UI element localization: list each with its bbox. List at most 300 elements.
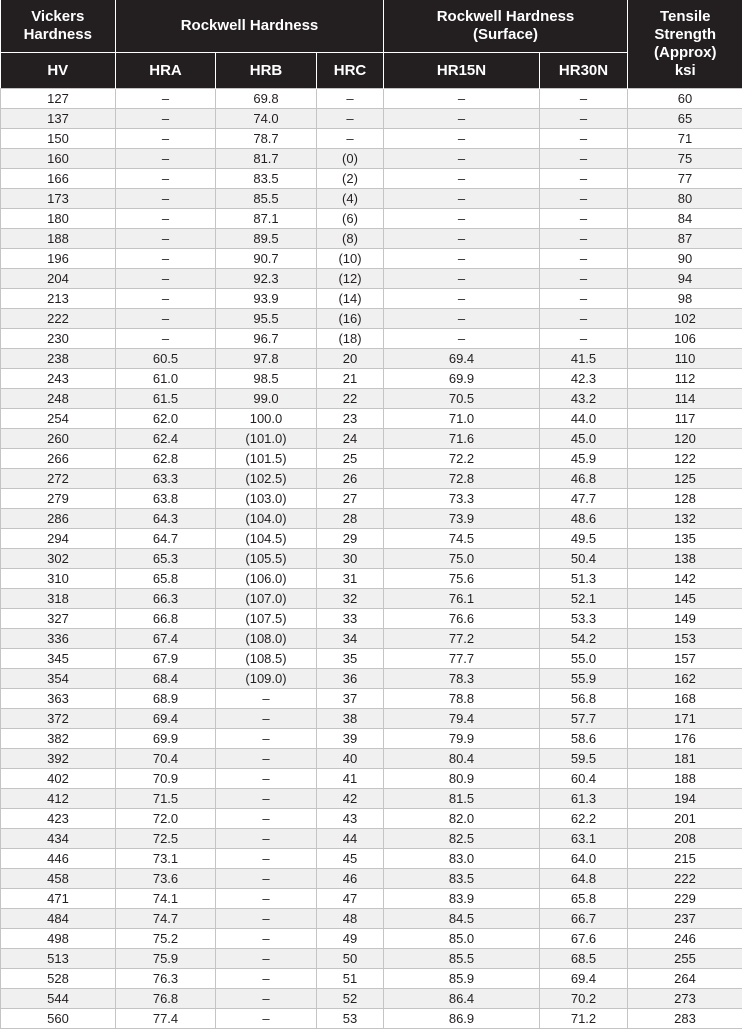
hrb-cell: 92.3 <box>216 269 317 289</box>
hr15n-cell: 71.0 <box>384 409 540 429</box>
hrb-cell: – <box>216 689 317 709</box>
hrc-cell: 27 <box>317 489 384 509</box>
hv-cell: 150 <box>1 129 116 149</box>
hr30n-cell: 62.2 <box>540 809 628 829</box>
tensile-cell: 215 <box>628 849 742 869</box>
hrb-cell: 83.5 <box>216 169 317 189</box>
hr30n-cell: 47.7 <box>540 489 628 509</box>
hrb-cell: 98.5 <box>216 369 317 389</box>
hra-cell: 67.4 <box>116 629 216 649</box>
hrb-cell: (103.0) <box>216 489 317 509</box>
hr15n-cell: 77.2 <box>384 629 540 649</box>
table-row <box>1 529 742 549</box>
hv-cell: 484 <box>1 909 116 929</box>
hv-cell: 302 <box>1 549 116 569</box>
hv-cell: 166 <box>1 169 116 189</box>
hr30n-cell: 71.2 <box>540 1009 628 1029</box>
tensile-cell: 162 <box>628 669 742 689</box>
hr15n-cell: 75.0 <box>384 549 540 569</box>
hra-cell: – <box>116 209 216 229</box>
tensile-header-line: Strength <box>654 26 717 43</box>
table-row <box>1 589 742 609</box>
hrc-cell: (16) <box>317 309 384 329</box>
table-row <box>1 429 742 449</box>
hr15n-cell: 85.0 <box>384 929 540 949</box>
hr30n-cell: 54.2 <box>540 629 628 649</box>
hr15n-cell: 84.5 <box>384 909 540 929</box>
hrb-cell: 81.7 <box>216 149 317 169</box>
hr30n-cell: 63.1 <box>540 829 628 849</box>
table-row <box>1 749 742 769</box>
hr30n-cell: 48.6 <box>540 509 628 529</box>
vickers-hardness-header <box>1 0 116 53</box>
hrb-cell: – <box>216 989 317 1009</box>
tensile-cell: 94 <box>628 269 742 289</box>
surface-header-line: (Surface) <box>472 26 539 43</box>
hrb-cell: – <box>216 889 317 909</box>
hr15n-cell: 72.2 <box>384 449 540 469</box>
hrb-cell: (108.0) <box>216 629 317 649</box>
table-row <box>1 809 742 829</box>
hv-cell: 327 <box>1 609 116 629</box>
hr30n-cell: – <box>540 309 628 329</box>
hr30n-cell: 67.6 <box>540 929 628 949</box>
hv-cell: 196 <box>1 249 116 269</box>
surface-header-line: Rockwell Hardness <box>436 8 575 25</box>
hr15n-cell: – <box>384 249 540 269</box>
tensile-cell: 237 <box>628 909 742 929</box>
hr30n-cell: 70.2 <box>540 989 628 1009</box>
table-body <box>1 89 742 1029</box>
hra-cell: 61.0 <box>116 369 216 389</box>
hr30n-cell: – <box>540 209 628 229</box>
rockwell-hardness-header: Rockwell Hardness <box>116 0 384 53</box>
tensile-cell: 145 <box>628 589 742 609</box>
hrb-cell: – <box>216 849 317 869</box>
hrb-cell: (104.5) <box>216 529 317 549</box>
table-row <box>1 609 742 629</box>
hr30n-cell: – <box>540 229 628 249</box>
tensile-cell: 65 <box>628 109 742 129</box>
hr15n-cell: 79.4 <box>384 709 540 729</box>
tensile-cell: 135 <box>628 529 742 549</box>
hra-cell: 69.4 <box>116 709 216 729</box>
hv-cell: 382 <box>1 729 116 749</box>
hr30n-cell: 59.5 <box>540 749 628 769</box>
hr15n-cell: 75.6 <box>384 569 540 589</box>
hrc-cell: 38 <box>317 709 384 729</box>
table-row <box>1 149 742 169</box>
hra-cell: 71.5 <box>116 789 216 809</box>
hra-cell: 63.8 <box>116 489 216 509</box>
table-row <box>1 929 742 949</box>
hv-cell: 336 <box>1 629 116 649</box>
hra-cell: – <box>116 89 216 109</box>
hv-cell: 318 <box>1 589 116 609</box>
hrc-cell: (14) <box>317 289 384 309</box>
hra-cell: 61.5 <box>116 389 216 409</box>
hr30n-cell: 56.8 <box>540 689 628 709</box>
hrc-cell: (12) <box>317 269 384 289</box>
hv-cell: 434 <box>1 829 116 849</box>
hrb-cell: (108.5) <box>216 649 317 669</box>
hrc-cell: 22 <box>317 389 384 409</box>
hv-cell: 513 <box>1 949 116 969</box>
hrb-cell: – <box>216 789 317 809</box>
tensile-cell: 90 <box>628 249 742 269</box>
table-row <box>1 449 742 469</box>
hra-cell: – <box>116 309 216 329</box>
hr15n-cell: 70.5 <box>384 389 540 409</box>
hr30n-cell: 69.4 <box>540 969 628 989</box>
tensile-strength-header <box>628 0 742 89</box>
hra-cell: – <box>116 289 216 309</box>
hr30n-cell: 44.0 <box>540 409 628 429</box>
hrc-cell: 30 <box>317 549 384 569</box>
table-row <box>1 309 742 329</box>
table-row <box>1 269 742 289</box>
tensile-cell: 106 <box>628 329 742 349</box>
table-row <box>1 569 742 589</box>
hra-cell: 75.2 <box>116 929 216 949</box>
table-row <box>1 969 742 989</box>
tensile-cell: 122 <box>628 449 742 469</box>
hra-cell: – <box>116 329 216 349</box>
tensile-cell: 168 <box>628 689 742 709</box>
hr15n-cell: – <box>384 229 540 249</box>
hr15n-cell: 80.9 <box>384 769 540 789</box>
hv-cell: 272 <box>1 469 116 489</box>
hra-cell: – <box>116 169 216 189</box>
hrb-cell: – <box>216 769 317 789</box>
hrc-cell: 41 <box>317 769 384 789</box>
hr30n-cell: 53.3 <box>540 609 628 629</box>
hv-cell: 260 <box>1 429 116 449</box>
hr15n-cell: 73.9 <box>384 509 540 529</box>
hr15n-cell: – <box>384 169 540 189</box>
hv-cell: 160 <box>1 149 116 169</box>
hr15n-cell: 74.5 <box>384 529 540 549</box>
hrc-cell: 29 <box>317 529 384 549</box>
table-row <box>1 909 742 929</box>
tensile-cell: 201 <box>628 809 742 829</box>
hra-cell: 68.9 <box>116 689 216 709</box>
hrc-cell: 51 <box>317 969 384 989</box>
hv-cell: 180 <box>1 209 116 229</box>
hr15n-cell: – <box>384 289 540 309</box>
tensile-cell: 149 <box>628 609 742 629</box>
hr30n-cell: – <box>540 249 628 269</box>
tensile-header-line: (Approx) <box>654 44 717 61</box>
hrc-cell: (8) <box>317 229 384 249</box>
hrc-cell: 35 <box>317 649 384 669</box>
column-header-hrb: HRB <box>216 53 317 89</box>
table-row <box>1 289 742 309</box>
hrc-cell: 47 <box>317 889 384 909</box>
table-row <box>1 1009 742 1029</box>
hrb-cell: (102.5) <box>216 469 317 489</box>
hrb-cell: 96.7 <box>216 329 317 349</box>
hrb-cell: – <box>216 969 317 989</box>
hr30n-cell: 43.2 <box>540 389 628 409</box>
column-header-hv: HV <box>1 53 116 89</box>
hr15n-cell: 69.4 <box>384 349 540 369</box>
table-row <box>1 109 742 129</box>
hv-cell: 528 <box>1 969 116 989</box>
hv-cell: 354 <box>1 669 116 689</box>
tensile-cell: 117 <box>628 409 742 429</box>
hv-cell: 222 <box>1 309 116 329</box>
table-row <box>1 169 742 189</box>
column-header-hr15n: HR15N <box>384 53 540 89</box>
tensile-header-line: ksi <box>674 62 696 79</box>
hv-cell: 213 <box>1 289 116 309</box>
table-row <box>1 129 742 149</box>
hrc-cell: 31 <box>317 569 384 589</box>
hra-cell: – <box>116 109 216 129</box>
hra-cell: 62.0 <box>116 409 216 429</box>
table-row <box>1 769 742 789</box>
hr15n-cell: 69.9 <box>384 369 540 389</box>
tensile-cell: 77 <box>628 169 742 189</box>
hrb-cell: (105.5) <box>216 549 317 569</box>
table-row <box>1 89 742 109</box>
hr30n-cell: 49.5 <box>540 529 628 549</box>
hrb-cell: – <box>216 949 317 969</box>
hr15n-cell: – <box>384 309 540 329</box>
hrc-cell: 52 <box>317 989 384 1009</box>
hrb-cell: 97.8 <box>216 349 317 369</box>
hra-cell: – <box>116 149 216 169</box>
table-row <box>1 229 742 249</box>
hrc-cell: 33 <box>317 609 384 629</box>
hrb-cell: 90.7 <box>216 249 317 269</box>
hr15n-cell: 78.3 <box>384 669 540 689</box>
hr30n-cell: – <box>540 329 628 349</box>
hrb-cell: – <box>216 1009 317 1029</box>
hr30n-cell: 50.4 <box>540 549 628 569</box>
tensile-cell: 153 <box>628 629 742 649</box>
tensile-cell: 246 <box>628 929 742 949</box>
tensile-cell: 188 <box>628 769 742 789</box>
hv-cell: 544 <box>1 989 116 1009</box>
column-header-hra: HRA <box>116 53 216 89</box>
hra-cell: 62.8 <box>116 449 216 469</box>
table-row <box>1 949 742 969</box>
tensile-cell: 98 <box>628 289 742 309</box>
hra-cell: 73.6 <box>116 869 216 889</box>
hr15n-cell: – <box>384 209 540 229</box>
hr30n-cell: – <box>540 189 628 209</box>
hrc-cell: 26 <box>317 469 384 489</box>
hrb-cell: – <box>216 709 317 729</box>
hv-cell: 137 <box>1 109 116 129</box>
hv-cell: 127 <box>1 89 116 109</box>
hrb-cell: (101.0) <box>216 429 317 449</box>
hrc-cell: 25 <box>317 449 384 469</box>
table-row <box>1 869 742 889</box>
table-row <box>1 829 742 849</box>
hrb-cell: (109.0) <box>216 669 317 689</box>
table-row <box>1 849 742 869</box>
hr15n-cell: 83.0 <box>384 849 540 869</box>
hr15n-cell: 82.0 <box>384 809 540 829</box>
hrb-cell: 85.5 <box>216 189 317 209</box>
hra-cell: 66.8 <box>116 609 216 629</box>
hv-cell: 458 <box>1 869 116 889</box>
hr30n-cell: – <box>540 149 628 169</box>
hv-cell: 230 <box>1 329 116 349</box>
table-row <box>1 409 742 429</box>
hra-cell: 67.9 <box>116 649 216 669</box>
table-row <box>1 729 742 749</box>
tensile-cell: 255 <box>628 949 742 969</box>
tensile-cell: 84 <box>628 209 742 229</box>
hrc-cell: (0) <box>317 149 384 169</box>
tensile-cell: 60 <box>628 89 742 109</box>
hrc-cell: (4) <box>317 189 384 209</box>
hra-cell: 60.5 <box>116 349 216 369</box>
hr30n-cell: – <box>540 269 628 289</box>
hrc-cell: 42 <box>317 789 384 809</box>
hv-cell: 254 <box>1 409 116 429</box>
hv-cell: 248 <box>1 389 116 409</box>
hrb-cell: (104.0) <box>216 509 317 529</box>
hr30n-cell: 41.5 <box>540 349 628 369</box>
hr15n-cell: 78.8 <box>384 689 540 709</box>
hr15n-cell: 83.9 <box>384 889 540 909</box>
hv-cell: 412 <box>1 789 116 809</box>
hra-cell: 65.3 <box>116 549 216 569</box>
hr30n-cell: 42.3 <box>540 369 628 389</box>
hrc-cell: (2) <box>317 169 384 189</box>
hra-cell: 66.3 <box>116 589 216 609</box>
hrc-cell: 23 <box>317 409 384 429</box>
hrc-cell: 48 <box>317 909 384 929</box>
hr15n-cell: 83.5 <box>384 869 540 889</box>
hra-cell: 70.9 <box>116 769 216 789</box>
hr30n-cell: 61.3 <box>540 789 628 809</box>
hrb-cell: – <box>216 829 317 849</box>
tensile-cell: 264 <box>628 969 742 989</box>
hr30n-cell: – <box>540 129 628 149</box>
hr15n-cell: – <box>384 109 540 129</box>
hr30n-cell: – <box>540 289 628 309</box>
hrc-cell: – <box>317 109 384 129</box>
hv-cell: 266 <box>1 449 116 469</box>
tensile-cell: 125 <box>628 469 742 489</box>
vickers-header-line: Hardness <box>23 26 92 43</box>
hv-cell: 173 <box>1 189 116 209</box>
hr15n-cell: 76.6 <box>384 609 540 629</box>
rockwell-surface-header <box>384 0 628 53</box>
hra-cell: 75.9 <box>116 949 216 969</box>
hr15n-cell: – <box>384 89 540 109</box>
hra-cell: 64.3 <box>116 509 216 529</box>
hrb-cell: – <box>216 869 317 889</box>
table-row <box>1 389 742 409</box>
hra-cell: – <box>116 189 216 209</box>
tensile-cell: 222 <box>628 869 742 889</box>
hr15n-cell: – <box>384 329 540 349</box>
hr15n-cell: 86.9 <box>384 1009 540 1029</box>
tensile-cell: 71 <box>628 129 742 149</box>
hv-cell: 238 <box>1 349 116 369</box>
hrc-cell: 28 <box>317 509 384 529</box>
hrb-cell: 74.0 <box>216 109 317 129</box>
hr30n-cell: 58.6 <box>540 729 628 749</box>
hr15n-cell: – <box>384 129 540 149</box>
hra-cell: 70.4 <box>116 749 216 769</box>
vickers-header-line: Vickers <box>31 8 85 25</box>
tensile-cell: 128 <box>628 489 742 509</box>
hr15n-cell: – <box>384 189 540 209</box>
hrc-cell: 20 <box>317 349 384 369</box>
hv-cell: 446 <box>1 849 116 869</box>
hr30n-cell: 52.1 <box>540 589 628 609</box>
hra-cell: – <box>116 129 216 149</box>
hrc-cell: (6) <box>317 209 384 229</box>
tensile-cell: 208 <box>628 829 742 849</box>
table-row <box>1 369 742 389</box>
hr30n-cell: – <box>540 169 628 189</box>
hv-cell: 560 <box>1 1009 116 1029</box>
table-row <box>1 509 742 529</box>
hrc-cell: 49 <box>317 929 384 949</box>
hr30n-cell: 60.4 <box>540 769 628 789</box>
tensile-cell: 110 <box>628 349 742 369</box>
hrc-cell: 39 <box>317 729 384 749</box>
table-row <box>1 669 742 689</box>
tensile-cell: 283 <box>628 1009 742 1029</box>
hr15n-cell: 72.8 <box>384 469 540 489</box>
hrc-cell: 44 <box>317 829 384 849</box>
hr15n-cell: 71.6 <box>384 429 540 449</box>
tensile-cell: 80 <box>628 189 742 209</box>
hr15n-cell: 85.9 <box>384 969 540 989</box>
hrc-cell: 24 <box>317 429 384 449</box>
column-header-hr30n: HR30N <box>540 53 628 89</box>
table-row <box>1 649 742 669</box>
tensile-cell: 171 <box>628 709 742 729</box>
hv-cell: 294 <box>1 529 116 549</box>
tensile-cell: 87 <box>628 229 742 249</box>
hr30n-cell: 64.8 <box>540 869 628 889</box>
hrb-cell: 78.7 <box>216 129 317 149</box>
hv-cell: 188 <box>1 229 116 249</box>
tensile-cell: 112 <box>628 369 742 389</box>
hr30n-cell: 45.9 <box>540 449 628 469</box>
hrb-cell: – <box>216 729 317 749</box>
hr30n-cell: 57.7 <box>540 709 628 729</box>
hv-cell: 402 <box>1 769 116 789</box>
hra-cell: 68.4 <box>116 669 216 689</box>
hr30n-cell: 64.0 <box>540 849 628 869</box>
tensile-cell: 138 <box>628 549 742 569</box>
table-row <box>1 249 742 269</box>
hrb-cell: – <box>216 749 317 769</box>
hr15n-cell: 76.1 <box>384 589 540 609</box>
table-row <box>1 889 742 909</box>
hr30n-cell: – <box>540 89 628 109</box>
hrc-cell: 53 <box>317 1009 384 1029</box>
hv-cell: 498 <box>1 929 116 949</box>
column-header-hrc: HRC <box>317 53 384 89</box>
table-row <box>1 349 742 369</box>
hr15n-cell: 77.7 <box>384 649 540 669</box>
table-row <box>1 329 742 349</box>
hra-cell: 69.9 <box>116 729 216 749</box>
